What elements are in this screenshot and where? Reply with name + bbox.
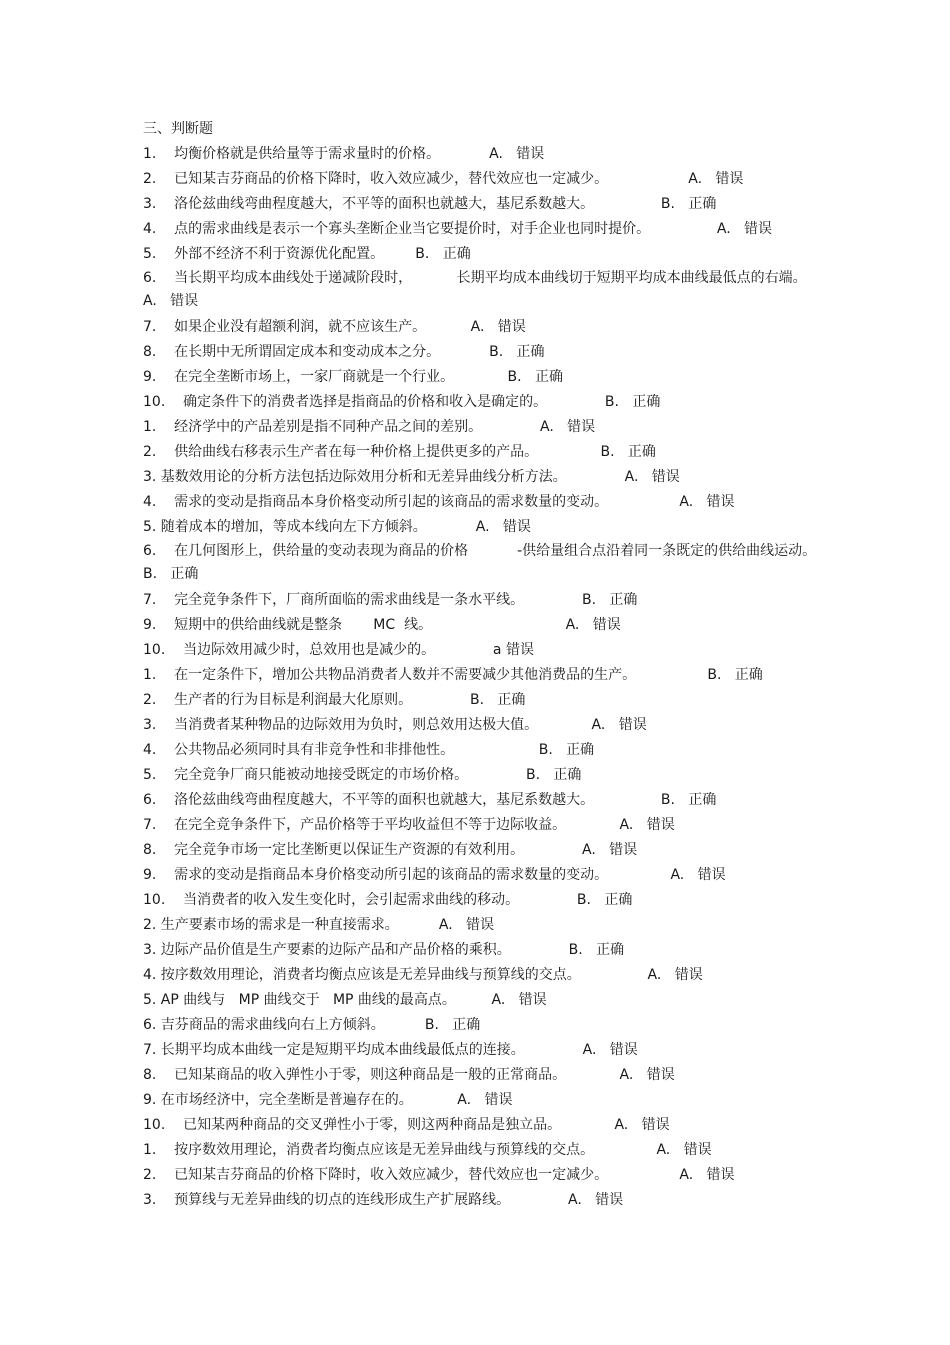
question-item: 5. 随着成本的增加，等成本线向左下方倾斜。 A. 错误 xyxy=(143,519,531,535)
question-item: 9. 需求的变动是指商品本身价格变动所引起的该商品的需求数量的变动。 A. 错误 xyxy=(143,867,726,883)
question-item: 3. 洛伦兹曲线弯曲程度越大，不平等的面积也就越大，基尼系数越大。 B. 正确 xyxy=(143,196,717,212)
question-item: 8. 已知某商品的收入弹性小于零，则这种商品是一般的正常商品。 A. 错误 xyxy=(143,1067,675,1083)
question-item: 6. 吉芬商品的需求曲线向右上方倾斜。 B. 正确 xyxy=(143,1017,481,1033)
question-item: 10. 已知某两种商品的交叉弹性小于零，则这两种商品是独立品。 A. 错误 xyxy=(143,1117,670,1133)
question-item: 4. 按序数效用理论，消费者均衡点应该是无差异曲线与预算线的交点。 A. 错误 xyxy=(143,967,703,983)
question-item: 7. 在完全竞争条件下，产品价格等于平均收益但不等于边际收益。 A. 错误 xyxy=(143,817,675,833)
question-item: 4. 点的需求曲线是表示一个寡头垄断企业当它要提价时，对手企业也同时提价。 A. 错误 xyxy=(143,221,773,237)
question-list xyxy=(143,142,830,1213)
question-item: 3. 当消费者某种物品的边际效用为负时，则总效用达极大值。 A. 错误 xyxy=(143,717,647,733)
question-item: 1. 均衡价格就是供给量等于需求量时的价格。 A. 错误 xyxy=(143,146,545,162)
question-item: 8. 在长期中无所谓固定成本和变动成本之分。 B. 正确 xyxy=(143,344,545,360)
question-item: 3. 基数效用论的分析方法包括边际效用分析和无差异曲线分析方法。 A. 错误 xyxy=(143,469,680,485)
question-item: 6. 在几何图形上，供给量的变动表现为商品的价格 -供给量组合点沿着同一条既定的供给曲线运动。 B. 正确 xyxy=(143,543,830,582)
question-item: 2. 供给曲线右移表示生产者在每一种价格上提供更多的产品。 B. 正确 xyxy=(143,444,656,460)
question-item: 1. 经济学中的产品差别是指不同种产品之间的差别。 A. 错误 xyxy=(143,419,596,435)
question-item: 3. 预算线与无差异曲线的切点的连线形成生产扩展路线。 A. 错误 xyxy=(143,1192,624,1208)
question-item: 1. 在一定条件下，增加公共物品消费者人数并不需要减少其他消费品的生产。 B. 正确 xyxy=(143,667,763,683)
question-item: 5. 外部不经济不利于资源优化配置。 B. 正确 xyxy=(143,246,471,262)
question-item: 2. 生产要素市场的需求是一种直接需求。 A. 错误 xyxy=(143,917,494,933)
question-item: 4. 公共物品必须同时具有非竞争性和非排他性。 B. 正确 xyxy=(143,742,595,758)
question-item: 3. 边际产品价值是生产要素的边际产品和产品价格的乘积。 B. 正确 xyxy=(143,942,625,958)
question-item: 7. 如果企业没有超额利润，就不应该生产。 A. 错误 xyxy=(143,319,526,335)
question-item: 2. 已知某吉芬商品的价格下降时，收入效应减少，替代效应也一定减少。 A. 错误 xyxy=(143,171,744,187)
question-item: 2. 生产者的行为目标是利润最大化原则。 B. 正确 xyxy=(143,692,526,708)
question-item: 7. 完全竞争条件下，厂商所面临的需求曲线是一条水平线。 B. 正确 xyxy=(143,592,638,608)
section-title: 三、判断题 xyxy=(143,121,213,137)
question-item: 9. 在市场经济中，完全垄断是普遍存在的。 A. 错误 xyxy=(143,1092,513,1108)
question-item: 5. AP 曲线与 MP 曲线交于 MP 曲线的最高点。 A. 错误 xyxy=(143,992,547,1008)
question-item: 9. 在完全垄断市场上，一家厂商就是一个行业。 B. 正确 xyxy=(143,369,563,385)
question-item: 7. 长期平均成本曲线一定是短期平均成本曲线最低点的连接。 A. 错误 xyxy=(143,1042,638,1058)
question-item: 9. 短期中的供给曲线就是整条 MC 线。 A. 错误 xyxy=(143,617,621,633)
question-item: 1. 按序数效用理论，消费者均衡点应该是无差异曲线与预算线的交点。 A. 错误 xyxy=(143,1142,712,1158)
question-item: 4. 需求的变动是指商品本身价格变动所引起的该商品的需求数量的变动。 A. 错误 xyxy=(143,494,735,510)
question-item: 6. 洛伦兹曲线弯曲程度越大，不平等的面积也就越大，基尼系数越大。 B. 正确 xyxy=(143,792,717,808)
question-item: 6. 当长期平均成本曲线处于递减阶段时， 长期平均成本曲线切于短期平均成本曲线最低点的右端。 A. 错误 xyxy=(143,270,821,309)
document-content xyxy=(143,117,830,1213)
question-item: 2. 已知某吉芬商品的价格下降时，收入效应减少，替代效应也一定减少。 A. 错误 xyxy=(143,1167,735,1183)
question-item: 10. 确定条件下的消费者选择是指商品的价格和收入是确定的。 B. 正确 xyxy=(143,394,661,410)
question-item: 8. 完全竞争市场一定比垄断更以保证生产资源的有效利用。 A. 错误 xyxy=(143,842,638,858)
question-item: 5. 完全竞争厂商只能被动地接受既定的市场价格。 B. 正确 xyxy=(143,767,582,783)
question-item: 10. 当边际效用减少时，总效用也是减少的。 a 错误 xyxy=(143,642,534,658)
question-item: 10. 当消费者的收入发生变化时，会引起需求曲线的移动。 B. 正确 xyxy=(143,892,633,908)
